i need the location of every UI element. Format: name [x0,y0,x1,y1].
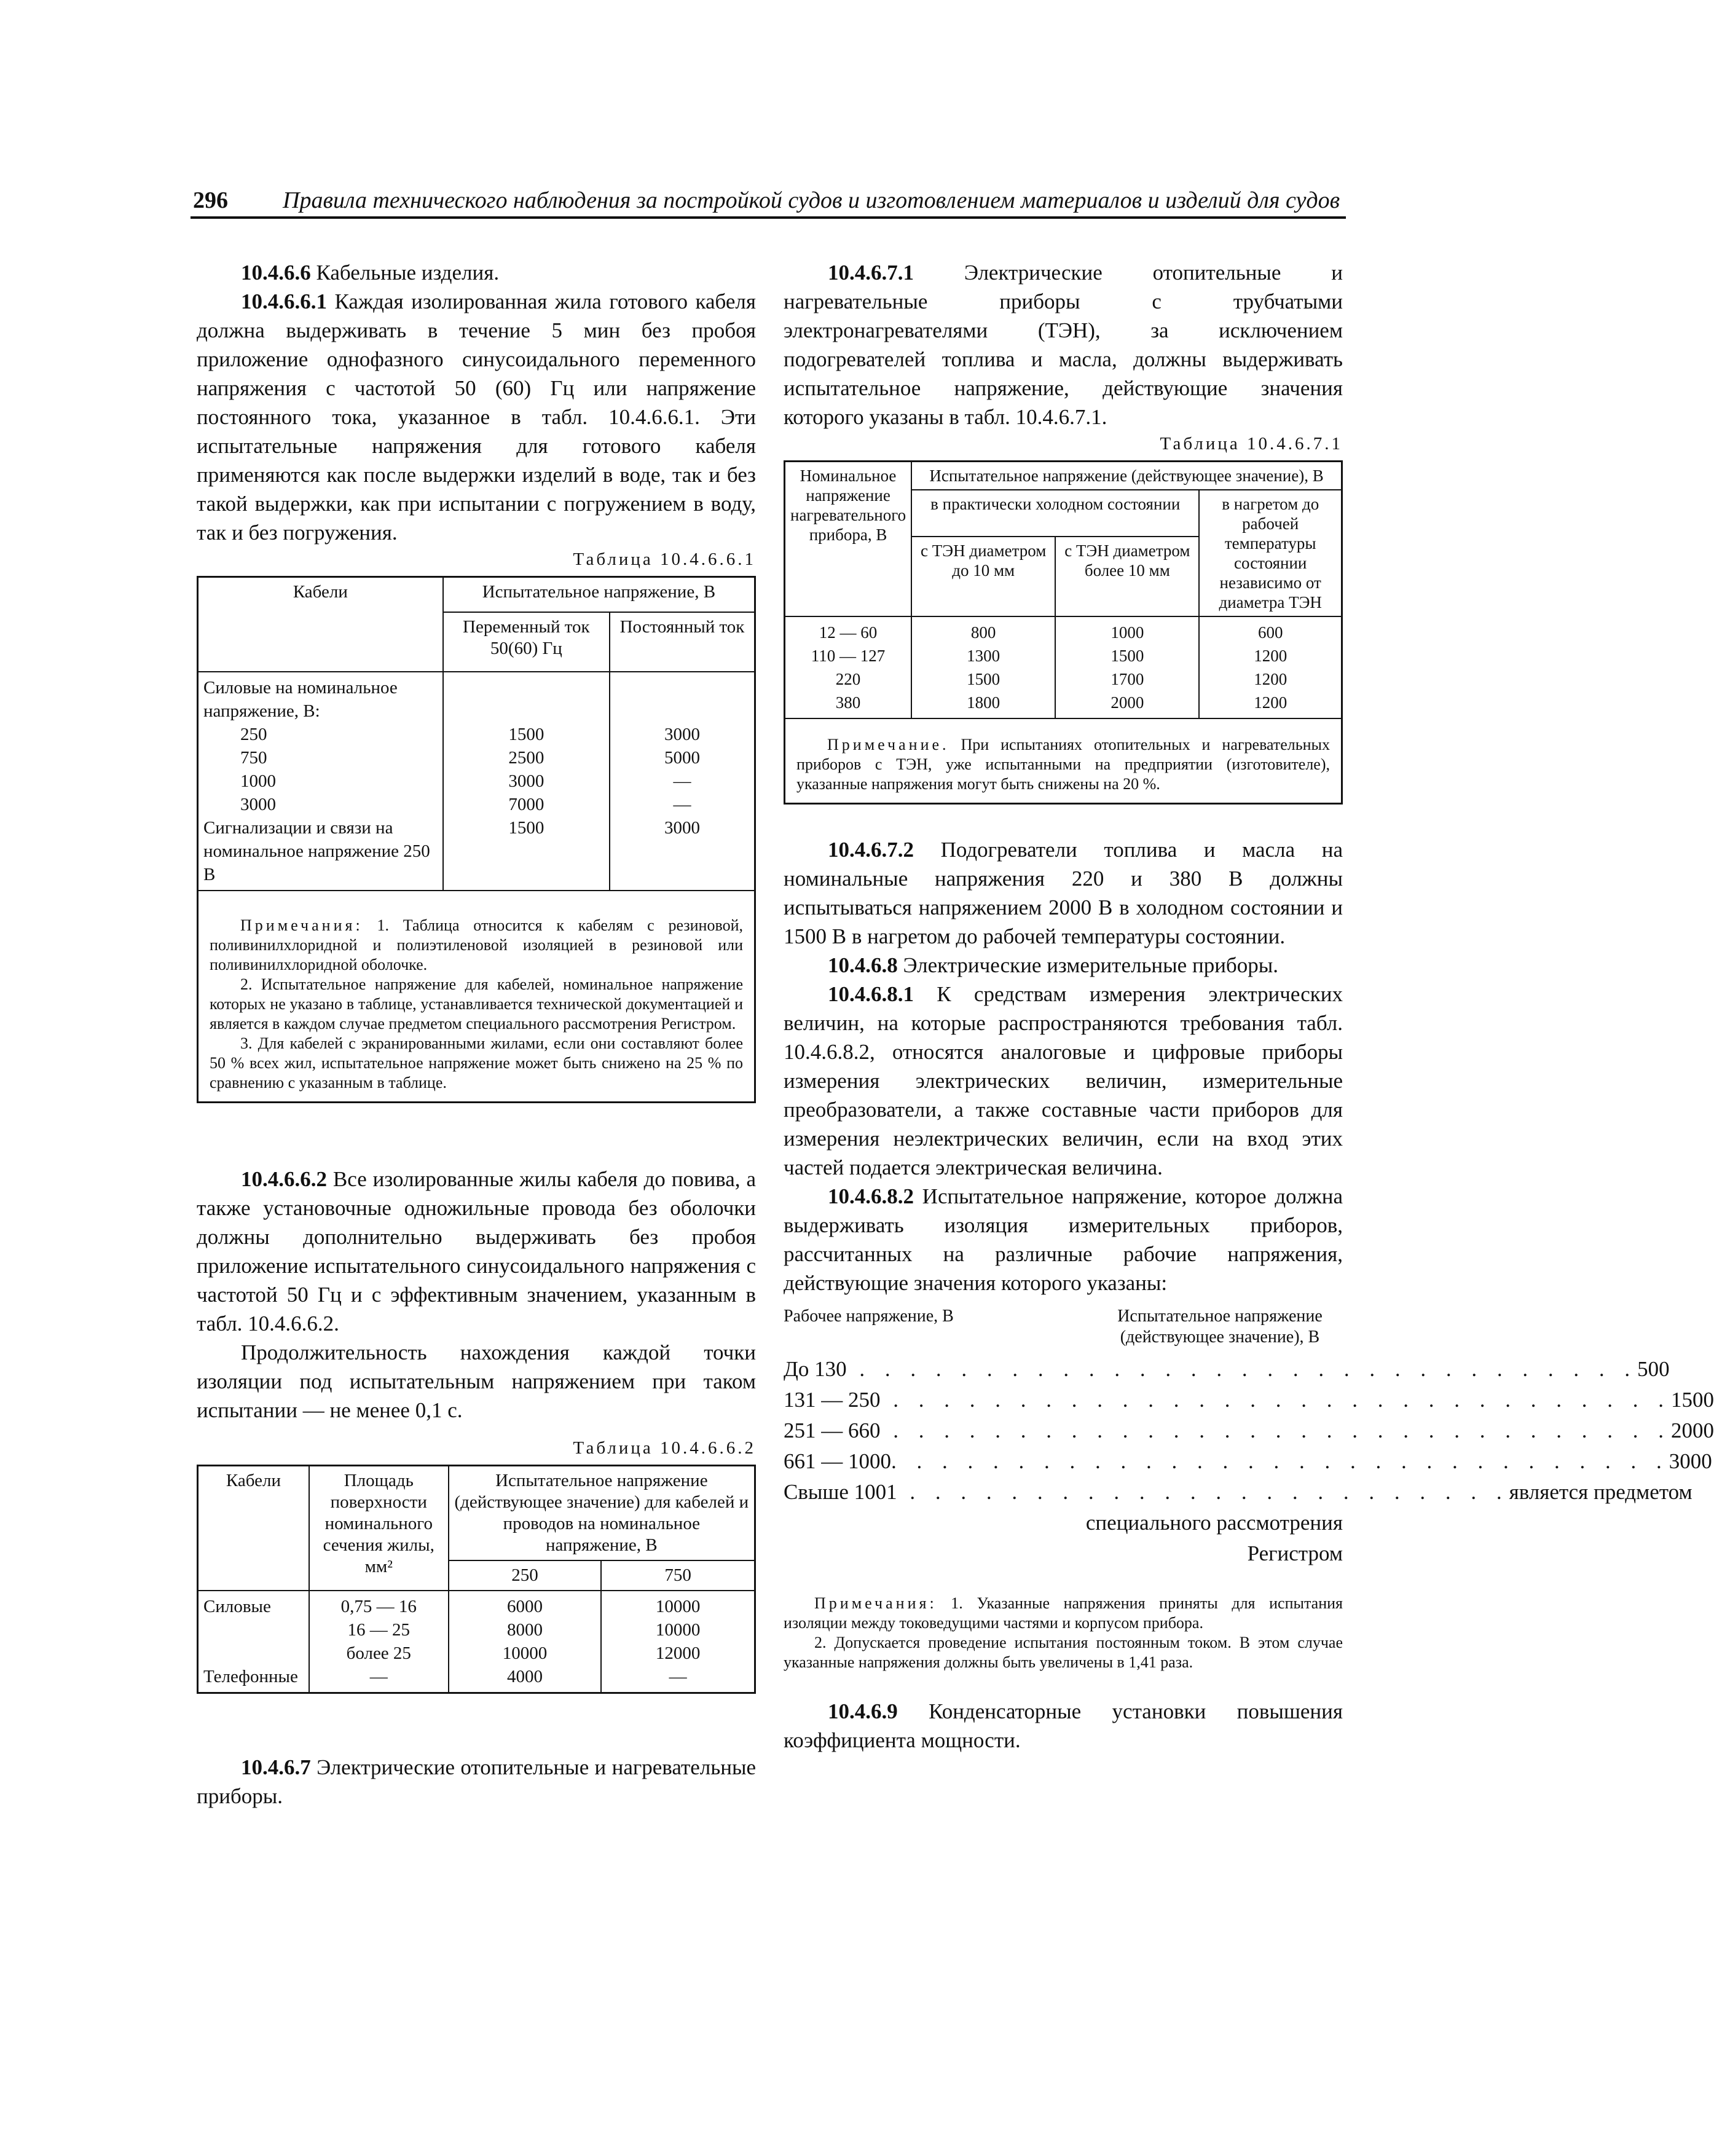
cell-ac: 7000 [508,795,544,814]
right-column [784,258,1714,1755]
paragraph-10-4-6-6-1: 10.4.6.6.1 Каждая изолированная жила готового кабеля должна выдерживать в течение 5 мин без пробоя приложение однофазного синусоидального переменного напряжения с частотой 50 (60) Гц или напряжение постоянного тока, указанное в табл. 10.4.6.6.1. Эти испытательные напряжения для готового кабеля применяются как после выдержки изделий в воде, так и без такой выдержки, как при испытании с погружением в воду, так и без погружения. [197,289,756,545]
cell-d2: 1500 [1111,647,1144,665]
voltage-list [784,1354,1714,1569]
th-d1: с ТЭН диаметром до 10 мм [911,537,1055,616]
cell-750: 10000 [655,1620,701,1640]
paragraph-10-4-6-8-2: 10.4.6.8.2 Испытательное напряжение, которое должна выдерживать изоляция измерительных приборов, рассчитанных на различные рабочие напряжения, действующие значения которого указаны: [784,1184,1343,1295]
row-label: 3000 [240,795,276,814]
cell-dc: 3000 [664,725,700,744]
table-note: Примечания: 1. Таблица относится к кабелям с резиновой, поливинилхлоридной и полиэтиленовой изоляцией в резиновой или поливинилхлоридной оболочке. 2. Испытательное напряжение для кабелей, номинальное напряжение которых не указано в таблице, устанавливается технической документацией и является в каждом случае предметом специального рассмотрения Регистром. 3. Для кабелей с экранированными жилами, если они составляют более 50 % всех жил, испытательное напряжение может быть снижено на 25 % по сравнению с указанным в таблице. [199,890,754,1101]
cell-hot: 1200 [1254,647,1287,665]
group-signal: Сигнализации и связи на номинальное напряжение 250 В [203,818,430,884]
th-250: 250 [449,1560,602,1591]
cell-d2: 2000 [1111,693,1144,712]
th-d2: с ТЭН диаметром более 10 мм [1055,537,1199,616]
cell-hot: 1200 [1254,670,1287,688]
paragraph-10-4-6-6-2: 10.4.6.6.2 Все изолированные жилы кабеля до повива, а также установочные одножильные провода без оболочки должны дополнительно выдерживать без пробоя приложение испытательного синусоидального напряжения с частотой 50 Гц и с эффективным значением, указанным в табл. 10.4.6.6.2. [197,1167,756,1336]
table-10-4-6-6-2 [197,1465,756,1694]
list-item: 251 — 660 . . . . . . . . . . . . . . . . . . . . . . . . . . . . . . . 2000 [784,1418,1714,1442]
cell-ac: 2500 [508,748,544,768]
cell-250: 6000 [507,1597,543,1616]
cell-dc: 5000 [664,748,700,768]
cell-dc: — [673,795,691,814]
cell-250: 10000 [502,1643,548,1663]
list-item-cont: Регистром [1247,1541,1343,1565]
th-cables: Кабели [198,1466,309,1591]
left-column [197,258,756,1811]
voltage-list-header [784,1306,1343,1348]
paragraph-duration: Продолжительность нахождения каждой точки изоляции под испытательным напряжением при таком испытании — не менее 0,1 с. [197,1340,756,1422]
cell-250: 4000 [507,1667,543,1686]
cell-nominal: 110 — 127 [811,647,886,665]
cell-d2: 1700 [1111,670,1144,688]
row-power: Силовые [203,1597,271,1616]
group-power: Силовые на номинальное напряжение, В: [203,678,398,721]
cell-750: — [669,1667,687,1686]
th-test-voltage: Испытательное напряжение (действующее значение) для кабелей и проводов на номинальное напряжение, В [449,1466,755,1561]
list-item: Свыше 1001 . . . . . . . . . . . . . . . . . . . . . . . . является предметом [784,1480,1692,1504]
cell-dc: 3000 [664,818,700,838]
th-area: Площадь поверхности номинального сечения жилы, мм² [309,1466,449,1591]
cell-hot: 1200 [1254,693,1287,712]
cell-d1: 1800 [967,693,1000,712]
cell-nominal: 380 [835,693,861,712]
th-test-voltage: Испытательное напряжение, В [443,578,754,612]
row-label: 250 [240,725,267,744]
paragraph-10-4-6-7-1: 10.4.6.7.1 Электрические отопительные и нагревательные приборы с трубчатыми электронагревателями (ТЭН), за исключением подогревателей топлива и масла, должны выдерживать испытательное напряжение, действующие значения которого указаны в табл. 10.4.6.7.1. [784,261,1343,429]
cell-nominal: 12 — 60 [819,623,878,642]
th-750: 750 [601,1560,755,1591]
page-header [191,184,1346,219]
cell-area: 0,75 — 16 [340,1597,417,1616]
paragraph-10-4-6-6: 10.4.6.6 Кабельные изделия. [241,261,500,285]
cell-area: 16 — 25 [347,1620,411,1640]
row-label: 1000 [240,771,276,791]
paragraph-10-4-6-7: 10.4.6.7 Электрические отопительные и нагревательные приборы. [197,1755,756,1808]
th-nominal: Номинальное напряжение нагревательного прибора, В [785,462,911,616]
th-hot: в нагретом до рабочей температуры состоянии независимо от диаметра ТЭН [1199,490,1341,616]
table-10-4-6-7-1 [784,460,1343,805]
paragraph-10-4-6-8-1: 10.4.6.8.1 К средствам измерения электрических величин, на которые распространяются требования табл. 10.4.6.8.2, относятся аналоговые и цифровые приборы измерения электрических величин, измерительные преобразователи, а также составные части приборов для измерения неэлектрических величин, если на вход этих частей подается электрическая величина. [784,982,1343,1179]
th-cables: Кабели [199,578,443,672]
list-item-cont: специального рассмотрения [1085,1511,1343,1535]
list-item: До 130 . . . . . . . . . . . . . . . . . . . . . . . . . . . . . . . 500 [784,1357,1670,1381]
paragraph-10-4-6-9: 10.4.6.9 Конденсаторные установки повышения коэффициента мощности. [784,1699,1343,1752]
list-note: Примечания: 1. Указанные напряжения приняты для испытания изоляции между токоведущими частями и корпусом прибора. 2. Допускается проведение испытания постоянным током. В этом случае указанные напряжения должны быть увеличены в 1,41 раза. [784,1594,1343,1671]
cell-d1: 1500 [967,670,1000,688]
cell-d1: 1300 [967,647,1000,665]
cell-hot: 600 [1257,623,1283,642]
running-title: Правила технического наблюдения за постройкой судов и изготовлением материалов и изделий для судов [283,187,1340,213]
paragraph-10-4-6-8: 10.4.6.8 Электрические измерительные приборы. [828,953,1279,977]
cell-d2: 1000 [1111,623,1144,642]
cell-area: более 25 [346,1643,411,1663]
th-test-voltage: Испытательное напряжение (действующее значение), В [911,462,1341,490]
page-number: 296 [193,187,228,213]
cell-ac: 3000 [508,771,544,791]
list-item: 661 — 1000 . . . . . . . . . . . . . . . . . . . . . . . . . . . . . . . 3000 [784,1449,1712,1473]
th-ac: Переменный ток 50(60) Гц [443,612,610,672]
cell-ac: 1500 [508,725,544,744]
table-caption: Таблица 10.4.6.6.1 [573,549,756,569]
cell-d1: 800 [970,623,996,642]
th-dc: Постоянный ток [610,612,754,672]
table-10-4-6-6-1 [197,576,756,1103]
header-test-voltage: Испытательное напряжение (действующее значение), В [1117,1307,1323,1347]
cell-area: — [369,1667,388,1686]
th-cold: в практически холодном состоянии [911,490,1199,537]
cell-250: 8000 [507,1620,543,1640]
table-caption: Таблица 10.4.6.7.1 [1160,434,1343,454]
paragraph-10-4-6-7-2: 10.4.6.7.2 Подогреватели топлива и масла на номинальные напряжения 220 и 380 В должны испытываться напряжением 2000 В в холодном состоянии и 1500 В в нагретом до рабочей температуры состоянии. [784,838,1343,948]
cell-750: 10000 [655,1597,701,1616]
table-note: Примечание. При испытаниях отопительных и нагревательных приборов с ТЭН, уже испытанными на предприятии (изготовителе), указанные напряжения могут быть снижены на 20 %. [785,718,1341,803]
row-label: 750 [240,748,267,768]
cell-750: 12000 [655,1643,701,1663]
row-phone: Телефонные [203,1667,298,1686]
cell-dc: — [673,771,691,791]
list-item: 131 — 250 . . . . . . . . . . . . . . . . . . . . . . . . . . . . . . . 1500 [784,1388,1714,1412]
header-work-voltage: Рабочее напряжение, В [784,1307,954,1326]
table-caption: Таблица 10.4.6.6.2 [573,1438,756,1458]
cell-ac: 1500 [508,818,544,838]
cell-nominal: 220 [835,670,861,688]
